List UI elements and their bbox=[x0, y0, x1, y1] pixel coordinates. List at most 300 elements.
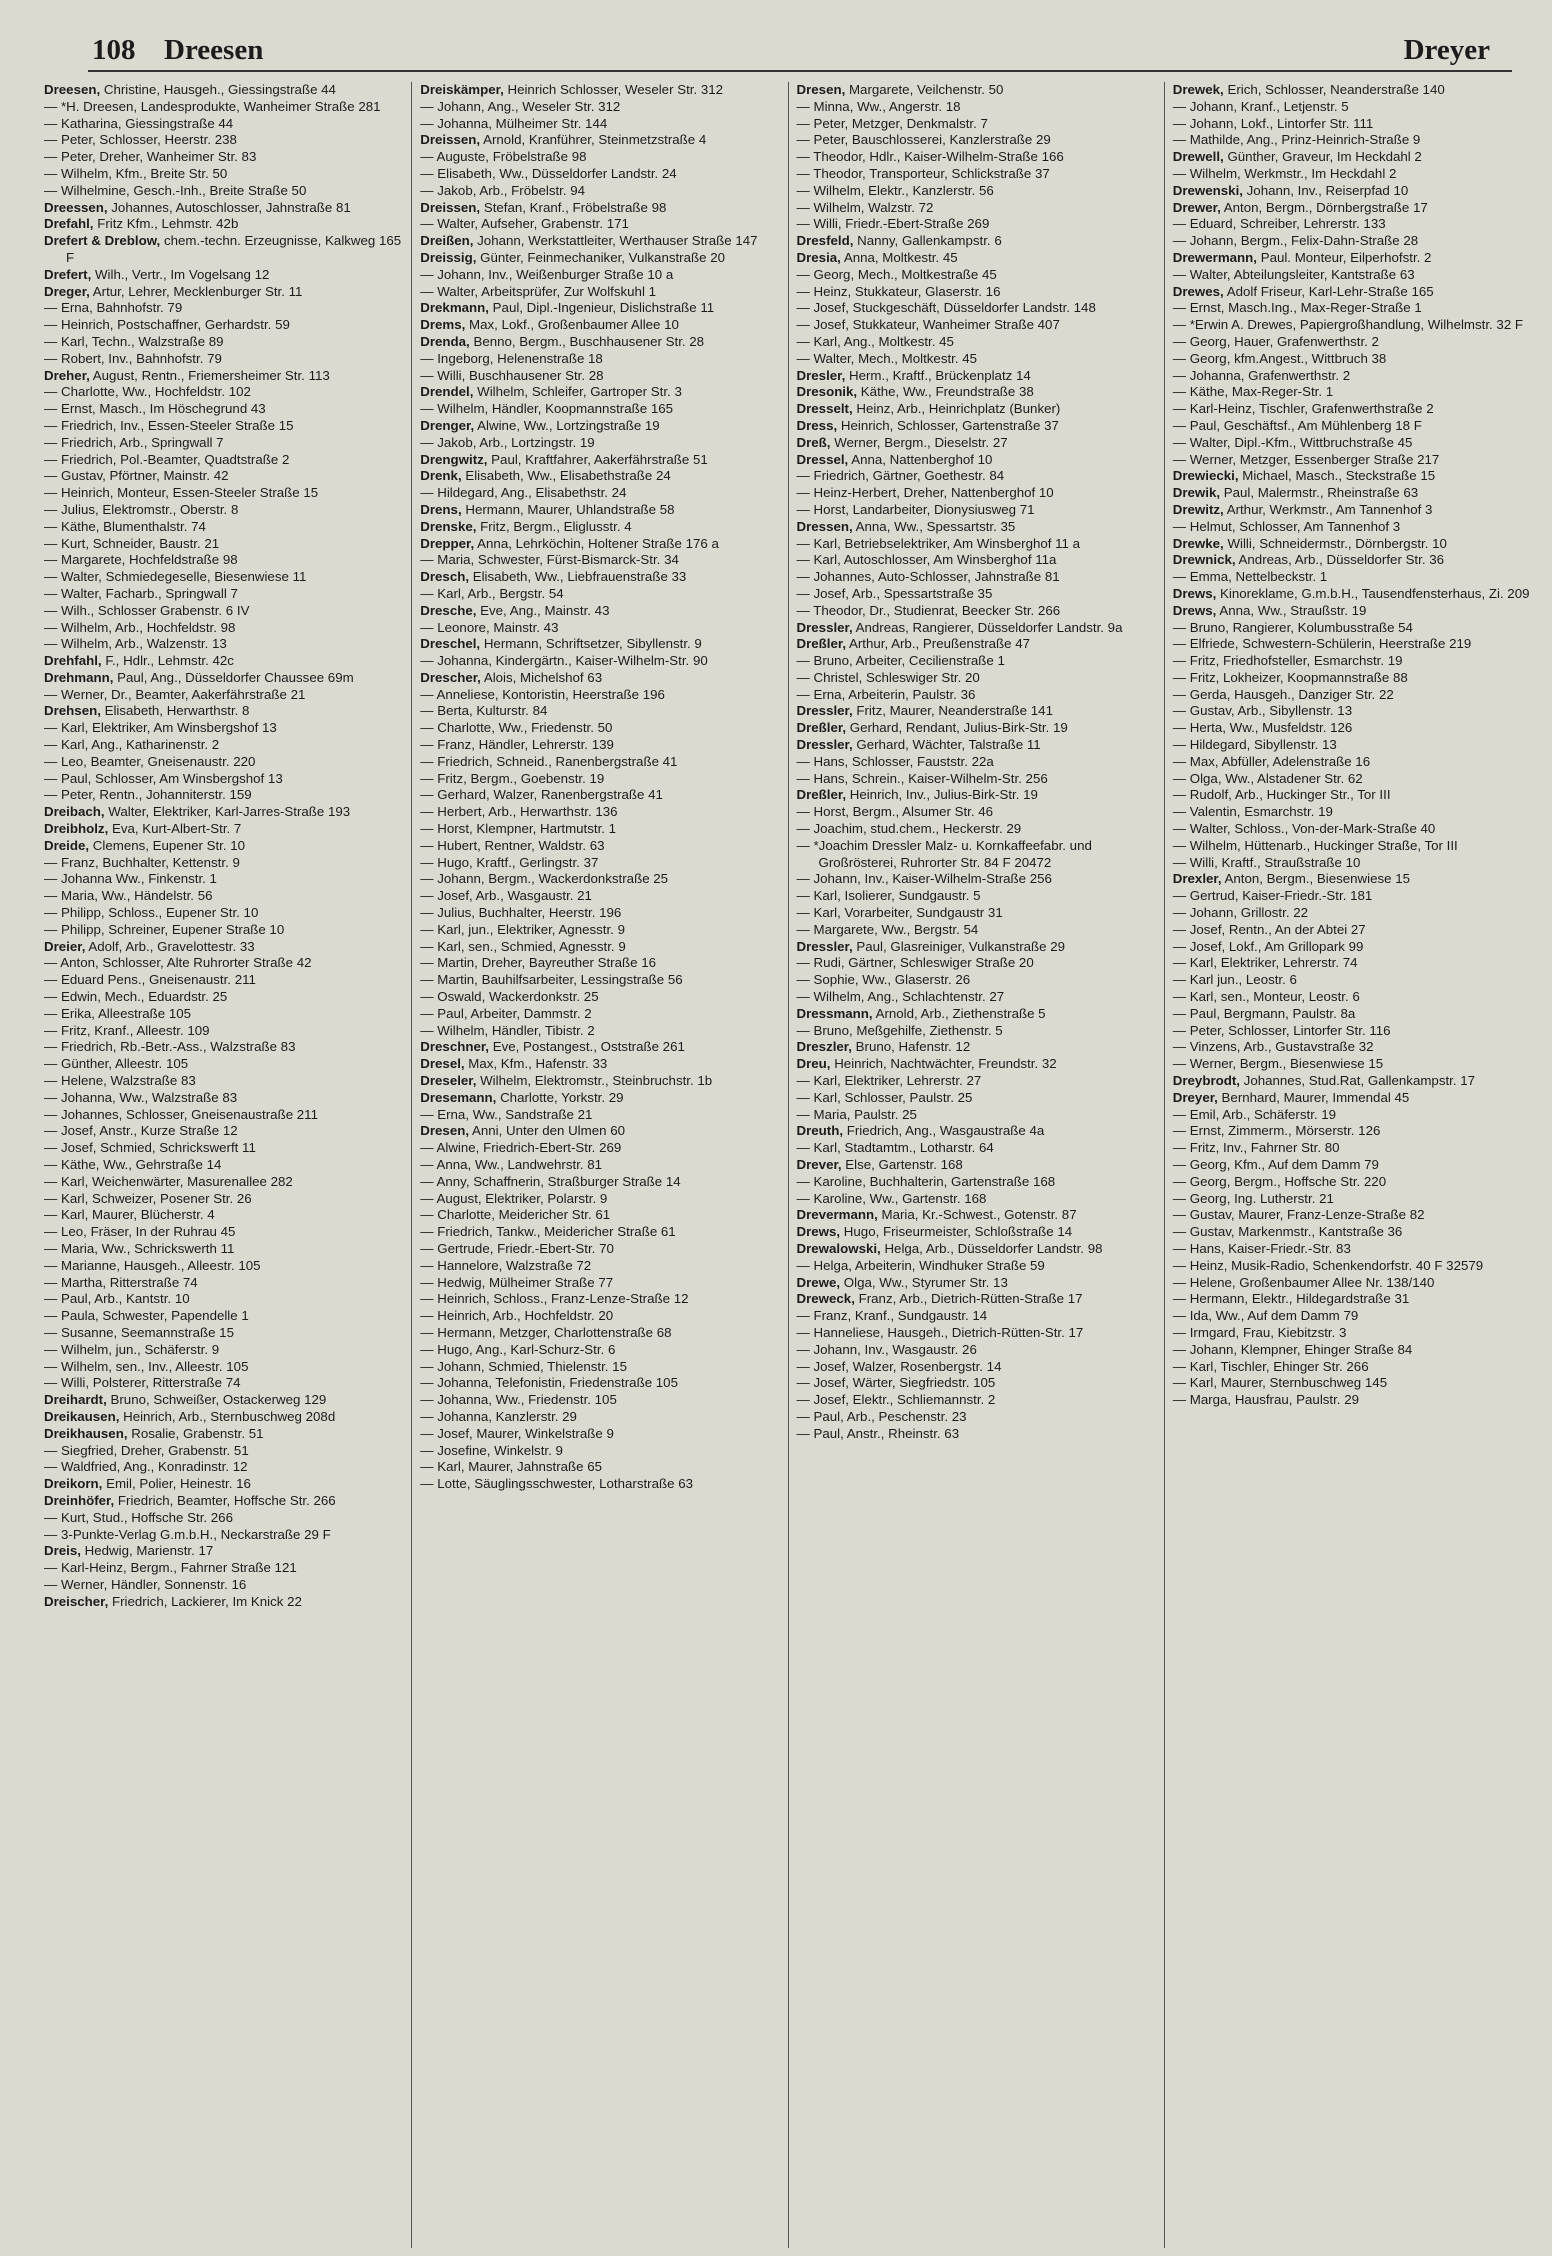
entry-details: Bruno, Schweißer, Ostackerweg 129 bbox=[106, 1392, 327, 1408]
directory-entry bbox=[1173, 955, 1532, 972]
entry-details: — Paul, Bergmann, Paulstr. 8a bbox=[1172, 1005, 1356, 1021]
entry-details: Paul, Ang., Düsseldorfer Chaussee 69m bbox=[113, 669, 354, 685]
entry-surname: Dressler, bbox=[796, 938, 853, 954]
entry-surname: Drens, bbox=[420, 501, 462, 517]
directory-entry bbox=[44, 771, 403, 788]
entry-surname: Dreissen, bbox=[420, 132, 481, 148]
directory-entry bbox=[44, 922, 403, 939]
entry-details: — Martha, Ritterstraße 74 bbox=[44, 1274, 198, 1290]
entry-details: — Erna, Bahnhofstr. 79 bbox=[44, 300, 183, 316]
directory-entry bbox=[797, 82, 1156, 99]
entry-surname: Drepper, bbox=[420, 535, 475, 551]
directory-entry bbox=[1173, 1342, 1532, 1359]
directory-entry bbox=[1173, 351, 1532, 368]
entry-surname: Drems, bbox=[420, 317, 466, 333]
directory-entry bbox=[44, 485, 403, 502]
directory-entry bbox=[797, 384, 1156, 401]
entry-details: — *Erwin A. Drewes, Papiergroßhandlung, Wilhelmstr. 32 F bbox=[1172, 317, 1524, 333]
entry-details: — Hans, Schrein., Kaiser-Wilhelm-Str. 256 bbox=[796, 770, 1048, 786]
directory-entry bbox=[44, 149, 403, 166]
entry-details: Wilhelm, Schleifer, Gartroper Str. 3 bbox=[473, 384, 682, 400]
directory-entry bbox=[420, 754, 779, 771]
directory-entry bbox=[44, 351, 403, 368]
directory-entry bbox=[1173, 1241, 1532, 1258]
entry-details: Helga, Arb., Düsseldorfer Landstr. 98 bbox=[880, 1240, 1103, 1256]
directory-entry bbox=[44, 183, 403, 200]
entry-details: — Karl, sen., Schmied, Agnesstr. 9 bbox=[420, 938, 626, 954]
entry-details: Johann, Inv., Reiserpfad 10 bbox=[1242, 182, 1409, 198]
entry-surname: Dreikorn, bbox=[44, 1476, 103, 1492]
directory-entry bbox=[1173, 418, 1532, 435]
entry-details: — Charlotte, Ww., Friedenstr. 50 bbox=[420, 720, 613, 736]
entry-details: — Herta, Ww., Musfeldstr. 126 bbox=[1172, 720, 1353, 736]
entry-details: — Minna, Ww., Angerstr. 18 bbox=[796, 98, 961, 114]
entry-surname: Dreihardt, bbox=[44, 1392, 107, 1408]
entry-details: — Karl-Heinz, Bergm., Fahrner Straße 121 bbox=[44, 1560, 297, 1576]
entry-surname: Dreybrodt, bbox=[1172, 1073, 1240, 1089]
directory-entry bbox=[420, 216, 779, 233]
directory-entry bbox=[420, 972, 779, 989]
entry-details: — Gustav, Arb., Sibyllenstr. 13 bbox=[1172, 703, 1353, 719]
directory-entry bbox=[1173, 250, 1532, 267]
entry-details: — Margarete, Ww., Bergstr. 54 bbox=[796, 921, 979, 937]
entry-details: Franz, Arb., Dietrich-Rütten-Straße 17 bbox=[854, 1291, 1083, 1307]
entry-details: — Johann, Schmied, Thielenstr. 15 bbox=[420, 1358, 627, 1374]
entry-details: — *H. Dreesen, Landesprodukte, Wanheimer Straße 281 bbox=[44, 98, 381, 114]
entry-details: Hedwig, Marienstr. 17 bbox=[80, 1543, 214, 1559]
directory-entry bbox=[1173, 267, 1532, 284]
entry-details: — Karl, Maurer, Blücherstr. 4 bbox=[44, 1207, 215, 1223]
entry-details: Wilhelm, Elektromstr., Steinbruchstr. 1b bbox=[476, 1073, 713, 1089]
entry-details: Max, Kfm., Hafenstr. 33 bbox=[464, 1056, 608, 1072]
directory-entry bbox=[1173, 603, 1532, 620]
directory-entry bbox=[44, 569, 403, 586]
entry-details: — Rudi, Gärtner, Schleswiger Straße 20 bbox=[796, 955, 1034, 971]
directory-entry bbox=[797, 1023, 1156, 1040]
directory-entry bbox=[420, 384, 779, 401]
entry-details: Paul, Dipl.-Ingenieur, Dislichstraße 11 bbox=[488, 300, 715, 316]
directory-entry bbox=[44, 1039, 403, 1056]
directory-entry bbox=[420, 1476, 779, 1493]
entry-details: Paul, Kraftfahrer, Aakerfährstraße 51 bbox=[487, 451, 708, 467]
entry-details: — Werner, Dr., Beamter, Aakerfährstraße 21 bbox=[44, 686, 306, 702]
directory-entry bbox=[420, 1224, 779, 1241]
directory-entry bbox=[797, 1039, 1156, 1056]
directory-entry bbox=[44, 1577, 403, 1594]
directory-entry bbox=[1173, 536, 1532, 553]
directory-entry bbox=[797, 1090, 1156, 1107]
directory-entry bbox=[1173, 435, 1532, 452]
entry-details: — Irmgard, Frau, Kiebitzstr. 3 bbox=[1172, 1324, 1347, 1340]
entry-surname: Dreschel, bbox=[420, 636, 481, 652]
entry-details: — Elisabeth, Ww., Düsseldorfer Landstr. 24 bbox=[420, 165, 677, 181]
directory-entry bbox=[44, 1224, 403, 1241]
directory-entry bbox=[797, 116, 1156, 133]
entry-details: — Leo, Fräser, In der Ruhrau 45 bbox=[44, 1224, 236, 1240]
directory-entry bbox=[420, 82, 779, 99]
entry-details: Anna, Ww., Spessartstr. 35 bbox=[852, 518, 1016, 534]
entry-surname: Drehfahl, bbox=[44, 653, 102, 669]
entry-details: — Karl, Ang., Katharinenstr. 2 bbox=[44, 737, 220, 753]
directory-entry bbox=[420, 233, 779, 250]
directory-entry bbox=[797, 1409, 1156, 1426]
directory-entry bbox=[420, 200, 779, 217]
directory-entry bbox=[420, 922, 779, 939]
entry-details: Michael, Masch., Steckstraße 15 bbox=[1238, 468, 1436, 484]
entry-surname: Dreikausen, bbox=[44, 1408, 120, 1424]
directory-entry bbox=[420, 183, 779, 200]
entry-details: — Theodor, Hdlr., Kaiser-Wilhelm-Straße 166 bbox=[796, 149, 1064, 165]
directory-entry bbox=[797, 939, 1156, 956]
entry-details: — Heinrich, Arb., Hochfeldstr. 20 bbox=[420, 1308, 614, 1324]
header-rule bbox=[88, 70, 1512, 72]
entry-details: Gerhard, Rendant, Julius-Birk-Str. 19 bbox=[846, 720, 1068, 736]
entry-surname: Dreuth, bbox=[796, 1123, 844, 1139]
entry-surname: Drewnick, bbox=[1172, 552, 1236, 568]
directory-entry bbox=[797, 670, 1156, 687]
entry-surname: Drefert & Dreblow, bbox=[44, 233, 161, 249]
running-head-left: Dreesen bbox=[164, 34, 264, 66]
directory-entry bbox=[420, 771, 779, 788]
directory-entry bbox=[420, 1241, 779, 1258]
entry-details: — Helene, Großenbaumer Allee Nr. 138/140 bbox=[1172, 1274, 1435, 1290]
entry-details: — Helmut, Schlosser, Am Tannenhof 3 bbox=[1172, 518, 1401, 534]
directory-entry bbox=[1173, 1308, 1532, 1325]
entry-details: — Karl, sen., Monteur, Leostr. 6 bbox=[1172, 989, 1360, 1005]
directory-entry bbox=[44, 99, 403, 116]
directory-entry bbox=[797, 1392, 1156, 1409]
entry-details: — Karl, Stadtamtm., Lotharstr. 64 bbox=[796, 1140, 994, 1156]
directory-entry bbox=[44, 435, 403, 452]
directory-entry bbox=[797, 620, 1156, 637]
entry-details: — Elfriede, Schwestern-Schülerin, Heerstraße 219 bbox=[1172, 636, 1472, 652]
directory-columns bbox=[44, 82, 1540, 2248]
directory-entry bbox=[44, 166, 403, 183]
entry-details: — Friedrich, Inv., Essen-Steeler Straße 15 bbox=[44, 417, 294, 433]
directory-entry bbox=[1173, 1006, 1532, 1023]
directory-entry bbox=[1173, 300, 1532, 317]
entry-details: — Heinz, Stukkateur, Glaserstr. 16 bbox=[796, 283, 1001, 299]
entry-surname: Dreissen, bbox=[420, 199, 481, 215]
entry-details: — Jakob, Arb., Fröbelstr. 94 bbox=[420, 182, 586, 198]
directory-entry bbox=[420, 1342, 779, 1359]
entry-details: Willi, Schneidermstr., Dörnbergstr. 10 bbox=[1223, 535, 1447, 551]
directory-entry bbox=[797, 1207, 1156, 1224]
entry-details: Walter, Elektriker, Karl-Jarres-Straße 193 bbox=[104, 804, 351, 820]
entry-surname: Dresen, bbox=[796, 82, 846, 97]
entry-details: — Horst, Klempner, Hartmutstr. 1 bbox=[420, 821, 617, 837]
directory-entry bbox=[1173, 317, 1532, 334]
entry-surname: Dreher, bbox=[44, 367, 90, 383]
entry-surname: Drews, bbox=[1172, 602, 1217, 618]
directory-entry bbox=[420, 334, 779, 351]
directory-entry bbox=[1173, 132, 1532, 149]
directory-entry bbox=[420, 284, 779, 301]
entry-surname: Dreibholz, bbox=[44, 821, 109, 837]
directory-entry bbox=[797, 1224, 1156, 1241]
directory-entry bbox=[1173, 922, 1532, 939]
entry-surname: Dreyer, bbox=[1172, 1089, 1218, 1105]
directory-entry bbox=[44, 838, 403, 855]
directory-entry bbox=[1173, 1375, 1532, 1392]
directory-entry bbox=[797, 468, 1156, 485]
directory-entry bbox=[797, 754, 1156, 771]
directory-entry bbox=[1173, 1039, 1532, 1056]
entry-details: — Georg, Kfm., Auf dem Damm 79 bbox=[1172, 1157, 1379, 1172]
directory-entry bbox=[420, 267, 779, 284]
entry-details: Anton, Bergm., Dörnbergstraße 17 bbox=[1220, 199, 1428, 215]
entry-details: — Karoline, Buchhalterin, Gartenstraße 168 bbox=[796, 1173, 1056, 1189]
entry-details: Emil, Polier, Heinestr. 16 bbox=[102, 1476, 251, 1492]
directory-entry bbox=[797, 871, 1156, 888]
entry-details: — Wilhelm, Elektr., Kanzlerstr. 56 bbox=[796, 182, 994, 198]
entry-details: — Karl, Schweizer, Posener Str. 26 bbox=[44, 1190, 252, 1206]
entry-details: — Leonore, Mainstr. 43 bbox=[420, 619, 559, 635]
entry-details: Arthur, Werkmstr., Am Tannenhof 3 bbox=[1223, 501, 1433, 517]
entry-details: Bernhard, Maurer, Immendal 45 bbox=[1217, 1089, 1410, 1105]
directory-entry bbox=[1173, 519, 1532, 536]
directory-entry bbox=[1173, 771, 1532, 788]
directory-entry bbox=[1173, 1224, 1532, 1241]
column-4 bbox=[1164, 82, 1540, 2248]
directory-entry bbox=[44, 586, 403, 603]
entry-details: — Anna, Ww., Landwehrstr. 81 bbox=[420, 1157, 603, 1172]
entry-details: — Karl-Heinz, Tischler, Grafenwerthstraße 2 bbox=[1172, 401, 1434, 417]
entry-details: — Heinrich, Monteur, Essen-Steeler Straße 15 bbox=[44, 485, 319, 501]
entry-surname: Dressler, bbox=[796, 737, 853, 753]
directory-entry bbox=[44, 1140, 403, 1157]
entry-details: Friedrich, Ang., Wasgaustraße 4a bbox=[843, 1123, 1045, 1139]
directory-entry bbox=[797, 183, 1156, 200]
directory-entry bbox=[1173, 855, 1532, 872]
directory-entry bbox=[420, 536, 779, 553]
directory-entry bbox=[1173, 1090, 1532, 1107]
directory-entry bbox=[797, 1073, 1156, 1090]
entry-details: Charlotte, Yorkstr. 29 bbox=[496, 1089, 624, 1105]
directory-entry bbox=[44, 1392, 403, 1409]
directory-entry bbox=[44, 1006, 403, 1023]
directory-entry bbox=[44, 132, 403, 149]
entry-details: — Erika, Alleestraße 105 bbox=[44, 1005, 192, 1021]
directory-entry bbox=[1173, 653, 1532, 670]
entry-details: Anton, Bergm., Biesenwiese 15 bbox=[1221, 871, 1411, 887]
directory-entry bbox=[797, 1006, 1156, 1023]
entry-details: — Walter, Aufseher, Grabenstr. 171 bbox=[420, 216, 629, 232]
directory-entry bbox=[44, 1375, 403, 1392]
directory-entry bbox=[1173, 284, 1532, 301]
entry-details: — Paul, Arbeiter, Dammstr. 2 bbox=[420, 1005, 592, 1021]
entry-details: — Anton, Schlosser, Alte Ruhrorter Straße 42 bbox=[44, 955, 312, 971]
directory-entry bbox=[420, 586, 779, 603]
directory-entry bbox=[1173, 586, 1532, 603]
entry-details: Artur, Lehrer, Mecklenburger Str. 11 bbox=[89, 283, 303, 299]
directory-entry bbox=[797, 502, 1156, 519]
directory-entry bbox=[797, 166, 1156, 183]
directory-entry bbox=[797, 418, 1156, 435]
entry-details: — Hildegard, Sibyllenstr. 13 bbox=[1172, 737, 1337, 753]
page-number: 108 bbox=[92, 34, 136, 66]
entry-details: — Helene, Walzstraße 83 bbox=[44, 1073, 196, 1089]
entry-surname: Dreger, bbox=[44, 283, 90, 299]
entry-details: — Lotte, Säuglingsschwester, Lotharstraße 63 bbox=[420, 1476, 693, 1492]
entry-details: — Josef, Lokf., Am Grillopark 99 bbox=[1172, 938, 1364, 954]
entry-details: Alois, Michelshof 63 bbox=[480, 669, 603, 685]
entry-details: — Theodor, Dr., Studienrat, Beecker Str. 266 bbox=[796, 602, 1061, 618]
directory-entry bbox=[420, 485, 779, 502]
directory-entry bbox=[797, 536, 1156, 553]
directory-entry bbox=[797, 317, 1156, 334]
entry-details: — Charlotte, Meidericher Str. 61 bbox=[420, 1207, 611, 1223]
directory-entry bbox=[797, 720, 1156, 737]
entry-details: — Gustav, Pförtner, Mainstr. 42 bbox=[44, 468, 229, 484]
entry-details: — Georg, Hauer, Grafenwerthstr. 2 bbox=[1172, 333, 1379, 349]
directory-entry bbox=[1173, 334, 1532, 351]
directory-entry bbox=[420, 1073, 779, 1090]
directory-entry bbox=[420, 300, 779, 317]
directory-entry bbox=[797, 435, 1156, 452]
directory-entry bbox=[797, 452, 1156, 469]
entry-details: — Josef, Arb., Wasgaustr. 21 bbox=[420, 888, 592, 904]
entry-surname: Dreier, bbox=[44, 938, 86, 954]
entry-details: — Johannes, Schlosser, Gneisenaustraße 211 bbox=[44, 1106, 318, 1122]
entry-details: — Horst, Landarbeiter, Dionysiusweg 71 bbox=[796, 501, 1035, 517]
entry-surname: Dreu, bbox=[796, 1056, 831, 1072]
entry-surname: Drevermann, bbox=[796, 1207, 878, 1223]
column-2 bbox=[411, 82, 787, 2248]
directory-entry bbox=[420, 939, 779, 956]
entry-surname: Drews, bbox=[1172, 585, 1217, 601]
directory-entry bbox=[420, 452, 779, 469]
entry-details: — Hans, Kaiser-Friedr.-Str. 83 bbox=[1172, 1240, 1351, 1256]
entry-details: Eve, Ang., Mainstr. 43 bbox=[476, 602, 610, 618]
entry-surname: Dress, bbox=[796, 417, 838, 433]
directory-entry bbox=[797, 267, 1156, 284]
entry-details: — Maria, Paulstr. 25 bbox=[796, 1106, 917, 1122]
directory-entry bbox=[1173, 552, 1532, 569]
entry-surname: Drewer, bbox=[1172, 199, 1221, 215]
entry-details: Paul, Glasreiniger, Vulkanstraße 29 bbox=[852, 938, 1066, 954]
directory-entry bbox=[1173, 687, 1532, 704]
directory-entry bbox=[420, 855, 779, 872]
directory-entry bbox=[420, 720, 779, 737]
entry-details: — Leo, Beamter, Gneisenaustr. 220 bbox=[44, 753, 256, 769]
entry-details: — Peter, Dreher, Wanheimer Str. 83 bbox=[44, 149, 257, 165]
entry-details: Anna, Lehrköchin, Holtener Straße 176 a bbox=[474, 535, 719, 551]
directory-entry bbox=[797, 552, 1156, 569]
directory-entry bbox=[1173, 1107, 1532, 1124]
directory-entry bbox=[1173, 1073, 1532, 1090]
entry-details: — Gerda, Hausgeh., Danziger Str. 22 bbox=[1172, 686, 1394, 702]
entry-details: Elisabeth, Herwarthstr. 8 bbox=[100, 703, 250, 719]
entry-details: Anna, Nattenberghof 10 bbox=[848, 451, 993, 467]
directory-entry bbox=[420, 502, 779, 519]
entry-details: — Paul, Geschäftsf., Am Mühlenberg 18 F bbox=[1172, 417, 1422, 433]
directory-entry bbox=[420, 1258, 779, 1275]
entry-details: — Johannes, Auto-Schlosser, Jahnstraße 81 bbox=[796, 569, 1060, 585]
directory-entry bbox=[1173, 1023, 1532, 1040]
directory-entry bbox=[44, 284, 403, 301]
entry-surname: Drewermann, bbox=[1172, 249, 1257, 265]
entry-details: — Susanne, Seemannstraße 15 bbox=[44, 1324, 234, 1340]
entry-details: Adolf, Arb., Gravelottestr. 33 bbox=[85, 938, 255, 954]
entry-details: — Werner, Händler, Sonnenstr. 16 bbox=[44, 1576, 247, 1592]
entry-details: — Wilhelm, Ang., Schlachtenstr. 27 bbox=[796, 989, 1005, 1005]
directory-entry bbox=[44, 989, 403, 1006]
entry-details: — Heinrich, Postschaffner, Gerhardstr. 59 bbox=[44, 317, 290, 333]
entry-surname: Dreßler, bbox=[796, 720, 847, 736]
directory-entry bbox=[420, 653, 779, 670]
entry-details: — Friedrich, Schneid., Ranenbergstraße 41 bbox=[420, 753, 678, 769]
directory-entry bbox=[44, 1157, 403, 1174]
entry-details: — Walter, Mech., Moltkestr. 45 bbox=[796, 350, 978, 366]
directory-entry bbox=[420, 905, 779, 922]
entry-surname: Dressler, bbox=[796, 703, 853, 719]
directory-entry bbox=[420, 1308, 779, 1325]
directory-entry bbox=[420, 1090, 779, 1107]
directory-entry bbox=[44, 116, 403, 133]
directory-entry bbox=[44, 368, 403, 385]
entry-surname: Drever, bbox=[796, 1157, 842, 1172]
directory-entry bbox=[797, 1291, 1156, 1308]
directory-entry bbox=[797, 1275, 1156, 1292]
entry-details: — Emil, Arb., Schäferstr. 19 bbox=[1172, 1106, 1337, 1122]
entry-details: — Wilhelm, sen., Inv., Alleestr. 105 bbox=[44, 1358, 249, 1374]
directory-entry bbox=[420, 804, 779, 821]
entry-surname: Drewiecki, bbox=[1172, 468, 1239, 484]
entry-details: — Gertrud, Kaiser-Friedr.-Str. 181 bbox=[1172, 888, 1373, 904]
entry-details: — Herbert, Arb., Herwarthstr. 136 bbox=[420, 804, 618, 820]
entry-surname: Dreesen, bbox=[44, 82, 101, 97]
directory-entry bbox=[44, 1023, 403, 1040]
entry-details: — Robert, Inv., Bahnhofstr. 79 bbox=[44, 350, 222, 366]
entry-surname: Drehsen, bbox=[44, 703, 101, 719]
entry-details: — Joachim, stud.chem., Heckerstr. 29 bbox=[796, 821, 1022, 837]
entry-details: — Paul, Arb., Kantstr. 10 bbox=[44, 1291, 190, 1307]
entry-details: — Bruno, Rangierer, Kolumbusstraße 54 bbox=[1172, 619, 1413, 635]
entry-details: — August, Elektriker, Polarstr. 9 bbox=[420, 1190, 608, 1206]
directory-entry bbox=[1173, 200, 1532, 217]
directory-entry bbox=[797, 485, 1156, 502]
entry-details: — Walter, Schloss., Von-der-Mark-Straße 40 bbox=[1172, 821, 1436, 837]
entry-details: — Paul, Anstr., Rheinstr. 63 bbox=[796, 1425, 960, 1441]
entry-details: — Karl, Isolierer, Sundgaustr. 5 bbox=[796, 888, 981, 904]
entry-details: — Max, Abfüller, Adelenstraße 16 bbox=[1172, 753, 1371, 769]
column-3 bbox=[788, 82, 1164, 2248]
entry-details: — Gertrude, Friedr.-Ebert-Str. 70 bbox=[420, 1240, 614, 1256]
directory-entry bbox=[1173, 216, 1532, 233]
entry-details: — Margarete, Hochfeldstraße 98 bbox=[44, 552, 238, 568]
entry-details: — Wilhelm, jun., Schäferstr. 9 bbox=[44, 1341, 220, 1357]
entry-details: Arnold, Kranführer, Steinmetzstraße 4 bbox=[480, 132, 707, 148]
entry-details: — Ernst, Zimmerm., Mörserstr. 126 bbox=[1172, 1123, 1381, 1139]
directory-entry bbox=[1173, 888, 1532, 905]
entry-details: — Willi, Buschhausener Str. 28 bbox=[420, 367, 604, 383]
entry-details: — Wilhelm, Walzstr. 72 bbox=[796, 199, 934, 215]
entry-details: Anni, Unter den Ulmen 60 bbox=[469, 1123, 625, 1139]
entry-details: — Walter, Schmiedegeselle, Biesenwiese 11 bbox=[44, 569, 307, 585]
entry-details: — Johann, Inv., Weißenburger Straße 10 a bbox=[420, 266, 674, 282]
entry-details: — Olga, Ww., Alstadener Str. 62 bbox=[1172, 770, 1363, 786]
entry-surname: Drewitz, bbox=[1172, 501, 1224, 517]
entry-details: Fritz, Bergm., Eliglusstr. 4 bbox=[476, 518, 632, 534]
directory-entry bbox=[1173, 1174, 1532, 1191]
entry-details: — Karl jun., Leostr. 6 bbox=[1172, 972, 1297, 988]
entry-details: — Oswald, Wackerdonkstr. 25 bbox=[420, 989, 599, 1005]
directory-entry bbox=[420, 99, 779, 116]
entry-details: — Eduard, Schreiber, Lehrerstr. 133 bbox=[1172, 216, 1386, 232]
entry-surname: Dresche, bbox=[420, 602, 477, 618]
directory-entry bbox=[1173, 1157, 1532, 1174]
